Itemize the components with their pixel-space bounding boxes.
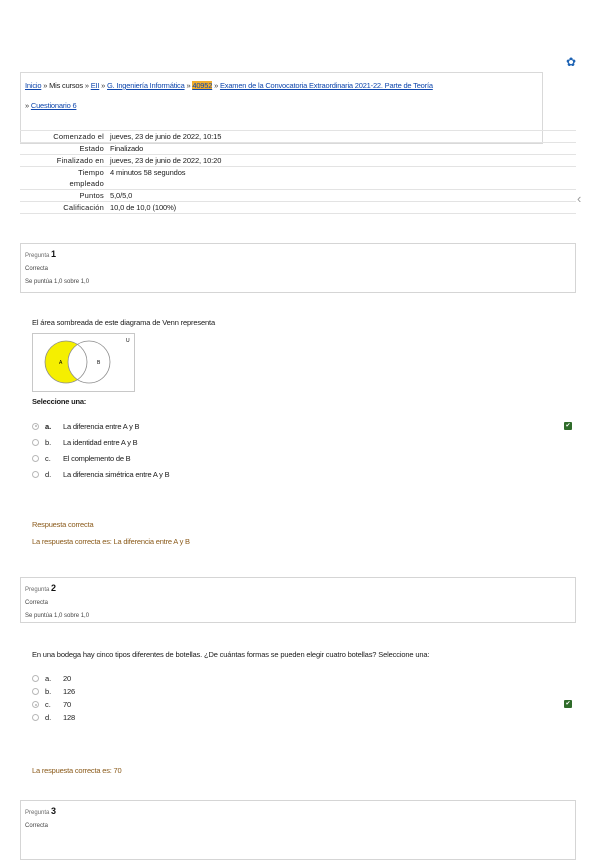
check-icon: ✔ (565, 701, 571, 707)
summary-label: Puntos (79, 191, 104, 200)
answer-option-a[interactable] (32, 672, 572, 685)
breadcrumb-link-exam[interactable]: Examen de la Convocatoria Extraordinaria 2021-22. Parte de Teoría (219, 81, 433, 90)
summary-label-line1: Tiempo (78, 168, 104, 177)
answer-option-d[interactable] (32, 466, 572, 482)
summary-value: jueves, 23 de junio de 2022, 10:20 (110, 156, 222, 165)
answer-letter: b. (45, 437, 52, 447)
answer-letter: b. (45, 687, 52, 696)
radio-button[interactable] (32, 471, 39, 478)
venn-label-a: A (59, 360, 63, 366)
radio-button[interactable] (32, 439, 39, 446)
summary-row-state (20, 142, 576, 154)
breadcrumb-link-inicio[interactable]: Inicio (25, 81, 42, 90)
answer-option-d[interactable] (32, 711, 572, 724)
breadcrumb-link-quiz[interactable]: Cuestionario 6 (30, 101, 77, 110)
breadcrumb-mis-cursos: Mis cursos (49, 81, 83, 90)
question-text: El área sombreada de este diagrama de Venn representa (32, 318, 216, 327)
breadcrumb-separator: » (186, 81, 191, 90)
question-number: Pregunta 3 (25, 806, 57, 816)
answer-text: 20 (63, 674, 71, 683)
summary-value: Finalizado (110, 144, 144, 153)
answer-option-c[interactable] (32, 450, 572, 466)
feedback-right-answer: La respuesta correcta es: La diferencia entre A y B (32, 537, 190, 546)
question-info-3 (20, 800, 576, 860)
answer-letter: d. (45, 469, 52, 479)
summary-label-line2: empleado (69, 179, 104, 188)
radio-button[interactable] (32, 688, 39, 695)
venn-diagram (32, 333, 135, 392)
breadcrumb-separator: » (101, 81, 106, 90)
summary-value: 10,0 de 10,0 (100%) (110, 203, 177, 212)
breadcrumb-separator: » (25, 101, 29, 110)
summary-row-started (20, 130, 576, 142)
summary-label: Calificación (63, 203, 104, 212)
feedback-correct: Respuesta correcta (32, 520, 94, 529)
summary-label: Comenzado el (53, 132, 104, 141)
breadcrumb-link-eii[interactable]: EII (90, 81, 100, 90)
summary-label (20, 167, 110, 189)
summary-row-points (20, 189, 576, 201)
answer-option-c[interactable] (32, 698, 572, 711)
summary-label: Estado (79, 144, 104, 153)
breadcrumb-link-grado[interactable]: G. Ingeniería Informática (107, 81, 185, 90)
summary-value: jueves, 23 de junio de 2022, 10:15 (110, 132, 222, 141)
radio-button[interactable] (32, 714, 39, 721)
venn-label-u: U (126, 338, 130, 344)
summary-row-time (20, 166, 576, 189)
question-text: En una bodega hay cinco tipos diferentes de botellas. ¿De cuántas formas se pueden elegir cuatro botellas? Seleccione una: (32, 650, 430, 659)
answer-text: La diferencia simétrica entre A y B (63, 469, 170, 479)
question-info-1 (20, 243, 576, 293)
radio-button[interactable] (32, 455, 39, 462)
answer-list-2 (32, 672, 572, 724)
radio-button[interactable] (32, 675, 39, 682)
breadcrumb-link-course[interactable]: 40952 (192, 81, 213, 90)
question-state: Correcta (25, 823, 49, 829)
radio-button[interactable] (32, 423, 39, 430)
breadcrumb-separator: » (43, 81, 48, 90)
answer-letter: a. (45, 674, 52, 683)
question-grade: Se puntúa 1,0 sobre 1,0 (25, 613, 90, 619)
answer-list-1 (32, 418, 572, 482)
answer-text: 70 (63, 700, 71, 709)
feedback-right-answer: La respuesta correcta es: 70 (32, 766, 122, 775)
answer-text: 128 (63, 713, 75, 722)
answer-letter: d. (45, 713, 52, 722)
answer-text: La identidad entre A y B (63, 437, 138, 447)
question-info-2 (20, 577, 576, 623)
summary-value: 5,0/5,0 (110, 191, 133, 200)
question-grade: Se puntúa 1,0 sobre 1,0 (25, 279, 90, 285)
check-icon: ✔ (565, 423, 571, 429)
breadcrumb-separator: » (214, 81, 219, 90)
chevron-left-icon[interactable]: ‹ (577, 191, 582, 206)
question-number: Pregunta 2 (25, 583, 57, 593)
question-number: Pregunta 1 (25, 249, 57, 259)
question-state: Correcta (25, 600, 49, 606)
venn-label-b: B (97, 360, 101, 366)
question-state: Correcta (25, 266, 49, 272)
answer-option-a[interactable] (32, 418, 572, 434)
summary-label: Finalizado en (56, 156, 104, 165)
answer-letter: c. (45, 700, 51, 709)
answer-option-b[interactable] (32, 685, 572, 698)
summary-value: 4 minutos 58 segundos (110, 168, 186, 177)
answer-text: La diferencia entre A y B (63, 421, 140, 431)
answer-text: 126 (63, 687, 75, 696)
select-one-prompt: Seleccione una: (32, 397, 87, 406)
attempt-summary-table (20, 130, 576, 214)
summary-row-finished (20, 154, 576, 166)
answer-option-b[interactable] (32, 434, 572, 450)
radio-button[interactable] (32, 701, 39, 708)
summary-row-grade (20, 201, 576, 214)
answer-letter: a. (45, 421, 52, 431)
answer-text: El complemento de B (63, 453, 131, 463)
answer-letter: c. (45, 453, 51, 463)
gear-icon[interactable]: ✿ (566, 55, 577, 69)
breadcrumb-separator: » (84, 81, 89, 90)
